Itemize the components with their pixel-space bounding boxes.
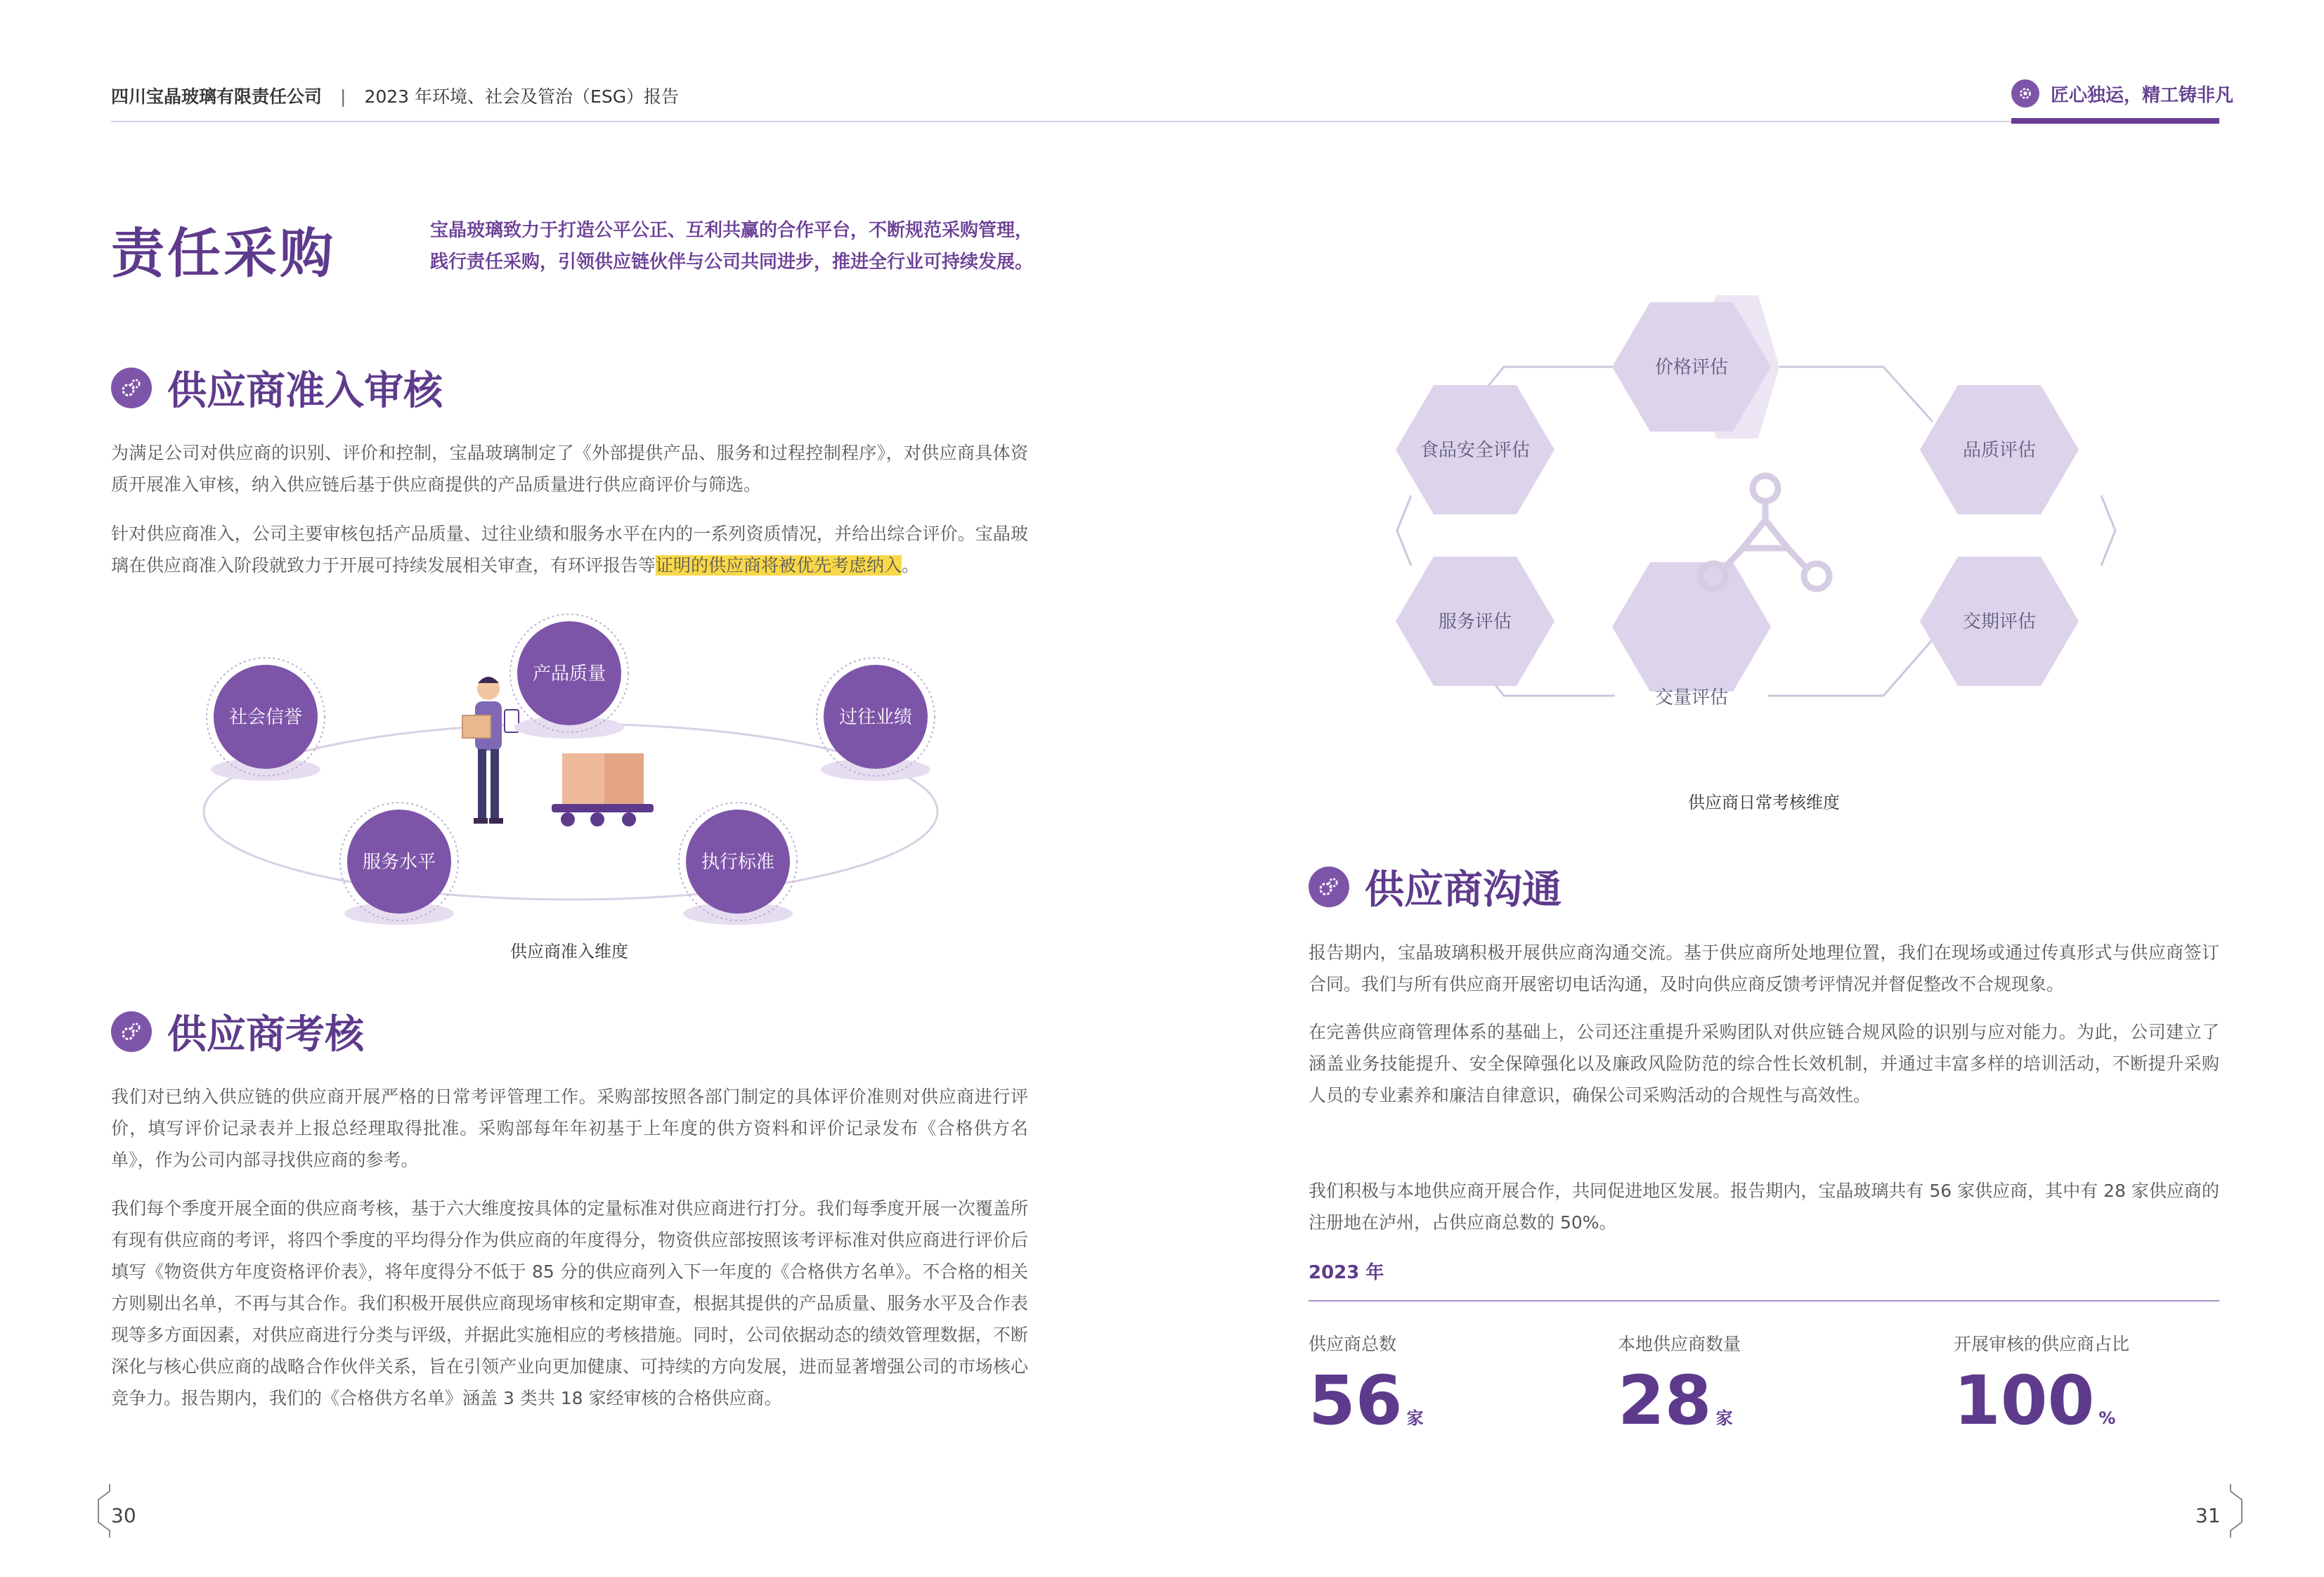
admission-diagram-caption: 供应商准入维度 — [510, 942, 628, 961]
node-social-reputation — [207, 658, 325, 781]
node-label: 服务水平 — [362, 852, 436, 873]
node-label: 执行标准 — [701, 852, 775, 873]
page-intro: 宝晶玻璃致力于打造公平公正、互利共赢的合作平台，不断规范采购管理，践行责任采购，引领供应链伙伴与公司共同进步，推进全行业可持续发展。 — [430, 220, 1034, 273]
stat-value: 56 — [1309, 1361, 1403, 1440]
section2-paragraph-2: 我们每个季度开展全面的供应商考核，基于六大维度按具体的定量标准对供应商进行打分。我们每季度开展一次覆盖所有现有供应商的考评，将四个季度的平均得分作为供应商的年度得分，物资供应部按照该考评标准对供应商进行评价后填写《物资供方年度资格评价表》，将年度得分不低于 85 分的供应商列入下一年度的《合格供方名单》。不合格的相关方则剔出名单，不再与其合作。我们积极开展供应商现场审核和定期审查，根据其提供的产品质量、服务水平及合作表现等多方面因素，对供应商进行分类与评级，并据此实施相应的考核措施。同时，公司依据动态的绩效管理数据，不断深化与核心供应商的战略合作伙伴关系，旨在引领产业向更加健康、可持续的方向发展，进而显著增强公司的市场核心竞争力。报告期内，我们的《合格供方名单》涵盖 3 类共 18 家经审核的合格供应商。 — [111, 1198, 1028, 1408]
paragraph-text-end: 。 — [902, 555, 920, 576]
hex-price — [1612, 295, 1779, 439]
header-slogan — [2011, 77, 2233, 110]
supplier-admission-diagram — [190, 590, 970, 942]
stat-unit: % — [2098, 1408, 2116, 1428]
hex-food-safety — [1396, 385, 1554, 514]
gear-icon — [111, 368, 152, 408]
stat-value: 100 — [1954, 1361, 2095, 1440]
stat-audited-ratio — [1954, 1330, 2130, 1440]
page-title: 责任采购 — [111, 222, 336, 285]
paragraph-text: 针对供应商准入，公司主要审核包括产品质量、过往业绩和服务水平在内的一系列资质情况，并给出综合评价。宝晶玻璃在供应商准入阶段就致力于开展可持续发展相关审查，有环评报告等 — [111, 524, 1028, 576]
hex-quality — [1920, 385, 2079, 514]
stat-unit: 家 — [1406, 1408, 1424, 1428]
stat-local-suppliers — [1618, 1330, 1741, 1440]
header-separator: | — [340, 86, 346, 107]
hex-label: 价格评估 — [1654, 357, 1729, 378]
highlighted-text: 证明的供应商将被优先考虑纳入 — [656, 555, 902, 576]
section-title: 供应商沟通 — [1365, 867, 1562, 913]
hex-label: 服务评估 — [1438, 611, 1512, 632]
stat-total-suppliers — [1309, 1330, 1424, 1440]
hex-label: 交量评估 — [1654, 687, 1729, 708]
header-divider — [111, 121, 2219, 122]
page-number-right: 31 — [2195, 1504, 2221, 1527]
node-label: 社会信誉 — [228, 707, 303, 728]
hex-service — [1396, 557, 1554, 686]
stat-value: 28 — [1618, 1361, 1712, 1440]
node-label: 过往业绩 — [838, 707, 913, 728]
node-execution-standard — [679, 803, 797, 925]
supplier-daily-assessment-diagram — [1391, 281, 2136, 731]
stat-label: 开展审核的供应商占比 — [1954, 1334, 2130, 1354]
slogan-text: 匠心独运，精工铸非凡 — [2051, 84, 2234, 106]
section-title: 供应商考核 — [167, 1012, 364, 1058]
gear-icon — [111, 1011, 152, 1052]
node-product-quality — [510, 614, 628, 739]
stat-label: 本地供应商数量 — [1618, 1334, 1741, 1354]
stat-unit: 家 — [1715, 1408, 1733, 1428]
section-heading-supplier-assessment — [111, 1004, 364, 1060]
hex-label: 食品安全评估 — [1420, 440, 1531, 461]
node-label: 产品质量 — [532, 663, 606, 684]
section3-paragraph-2: 在完善供应商管理体系的基础上，公司还注重提升采购团队对供应链合规风险的识别与应对能力。为此，公司建立了涵盖业务技能提升、安全保障强化以及廉政风险防范的综合性长效机制，并通过丰富多样的培训活动，不断提升采购人员的专业素养和廉洁自律意识，确保公司采购活动的合规性与高效性。 — [1309, 1022, 2219, 1105]
cart-illustration — [552, 753, 654, 826]
hex-volume — [1612, 562, 1771, 708]
stats-year: 2023 年 — [1309, 1262, 1384, 1283]
hex-label: 品质评估 — [1962, 440, 2037, 461]
header-title — [111, 83, 679, 108]
section-title: 供应商准入审核 — [167, 368, 443, 414]
gear-icon — [2011, 79, 2039, 108]
worker-illustration — [462, 677, 519, 824]
section1-paragraph-1: 为满足公司对供应商的识别、评价和控制，宝晶玻璃制定了《外部提供产品、服务和过程控制程序》，对供应商具体资质开展准入审核，纳入供应链后基于供应商提供的产品质量进行供应商评价与筛选。 — [111, 443, 1028, 495]
section2-paragraph-1: 我们对已纳入供应链的供应商开展严格的日常考评管理工作。采购部按照各部门制定的具体评价准则对供应商进行评价，填写评价记录表并上报总经理取得批准。采购部每年年初基于上年度的供方资料和评价记录发布《合格供方名单》，作为公司内部寻找供应商的参考。 — [111, 1086, 1028, 1170]
node-past-performance — [817, 658, 935, 781]
section3-paragraph-3: 我们积极与本地供应商开展合作，共同促进地区发展。报告期内，宝晶玻璃共有 56 家供应商，其中有 28 家供应商的注册地在泸州，占供应商总数的 50%。 — [1309, 1181, 2219, 1233]
slogan-underline — [2011, 118, 2219, 124]
hex-label: 交期评估 — [1962, 611, 2037, 632]
page-number-left: 30 — [111, 1504, 136, 1527]
page-bracket-right — [2225, 1483, 2246, 1539]
gear-icon — [1309, 867, 1349, 907]
section-heading-supplier-admission — [111, 360, 443, 416]
stat-label: 供应商总数 — [1309, 1334, 1397, 1354]
section-heading-supplier-communication — [1309, 859, 1562, 915]
node-service-level — [340, 803, 458, 925]
section1-paragraph-2 — [111, 518, 1028, 581]
section3-paragraph-1: 报告期内，宝晶玻璃积极开展供应商沟通交流。基于供应商所处地理位置，我们在现场或通过传真形式与供应商签订合同。我们与所有供应商开展密切电话沟通，及时向供应商反馈考评情况并督促整改不合规现象。 — [1309, 942, 2219, 994]
company-name: 四川宝晶玻璃有限责任公司 — [111, 86, 323, 107]
report-title: 2023 年环境、社会及管治（ESG）报告 — [364, 86, 680, 107]
hex-delivery — [1920, 557, 2079, 686]
hex-diagram-caption: 供应商日常考核维度 — [1688, 793, 1840, 812]
stats-divider — [1309, 1300, 2219, 1302]
